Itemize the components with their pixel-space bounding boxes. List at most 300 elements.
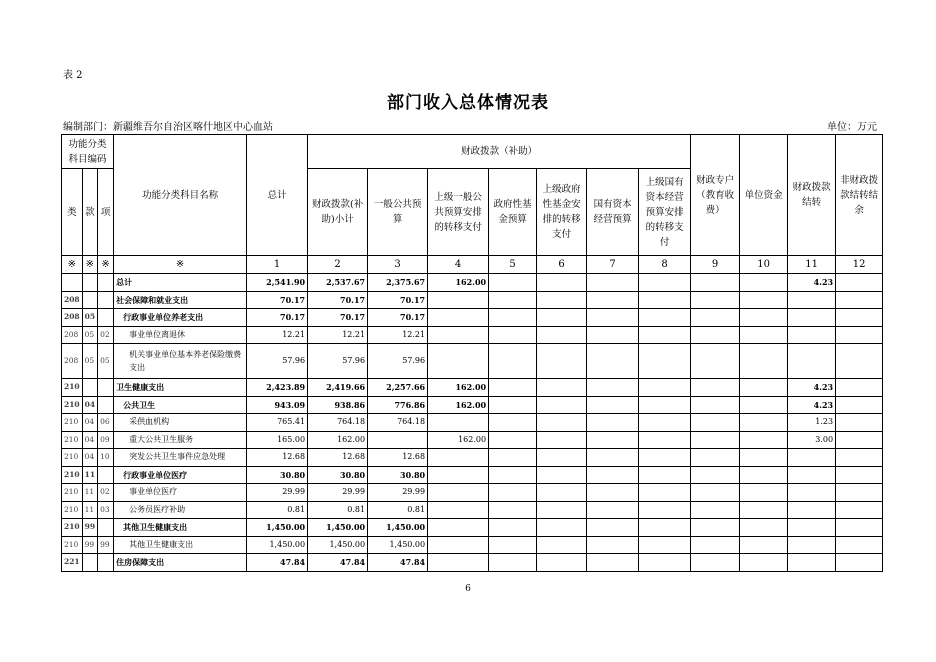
fiscal-carryover-cell <box>788 309 836 327</box>
upper-gov-fund-cell <box>537 379 587 397</box>
upper-gov-fund-cell <box>537 291 587 309</box>
total-cell: 165.00 <box>247 431 308 449</box>
fiscal-carryover-cell: 3.00 <box>788 431 836 449</box>
income-table <box>61 134 883 572</box>
upper-state-capital-cell <box>639 519 691 537</box>
item-name-cell: 事业单位医疗 <box>114 484 247 502</box>
upper-transfer-cell: 162.00 <box>428 379 489 397</box>
upper-state-capital-cell <box>639 484 691 502</box>
code-xiang-cell <box>98 309 114 327</box>
column-index-row <box>62 256 883 274</box>
upper-state-capital-cell <box>639 344 691 379</box>
fiscal-carryover-cell <box>788 466 836 484</box>
total-cell: 0.81 <box>247 501 308 519</box>
special-fund-cell <box>691 431 740 449</box>
department-label: 编制部门：新疆维吾尔自治区喀什地区中心血站 <box>63 122 273 133</box>
table-row <box>62 449 883 467</box>
gov-fund-cell <box>489 519 537 537</box>
code-kuan-cell: 11 <box>82 484 97 502</box>
table-label: 表 2 <box>63 70 83 81</box>
special-fund-cell <box>691 274 740 292</box>
state-capital-cell <box>587 326 639 344</box>
fiscal-carryover-cell <box>788 326 836 344</box>
code-lei-cell: 208 <box>62 344 83 379</box>
fiscal-subtotal-cell: 0.81 <box>308 501 368 519</box>
code-kuan-cell: 99 <box>82 519 97 537</box>
fiscal-subtotal-cell: 30.80 <box>308 466 368 484</box>
table-row <box>62 344 883 379</box>
table-row <box>62 501 883 519</box>
special-fund-cell <box>691 519 740 537</box>
code-kuan-cell: 05 <box>82 309 97 327</box>
upper-state-capital-cell <box>639 536 691 554</box>
special-fund-cell <box>691 291 740 309</box>
general-budget-cell: 70.17 <box>368 291 428 309</box>
upper-gov-fund-cell <box>537 326 587 344</box>
special-fund-cell <box>691 449 740 467</box>
fiscal-subtotal-cell: 938.86 <box>308 396 368 414</box>
general-budget-cell: 0.81 <box>368 501 428 519</box>
index-cell: 9 <box>691 256 740 274</box>
nonfiscal-carryover-cell <box>836 466 883 484</box>
code-xiang-cell <box>98 396 114 414</box>
fiscal-carryover-cell <box>788 484 836 502</box>
table-row <box>62 326 883 344</box>
code-lei-cell: 208 <box>62 291 83 309</box>
item-name-cell: 住房保障支出 <box>114 554 247 572</box>
state-capital-cell <box>587 519 639 537</box>
state-capital-cell <box>587 274 639 292</box>
upper-general-transfer-header: 上级一般公共预算安排的转移支付 <box>428 169 489 256</box>
kuan-header: 款 <box>82 169 97 256</box>
special-fund-cell <box>691 466 740 484</box>
code-kuan-cell: 04 <box>82 414 97 432</box>
fiscal-subtotal-cell: 162.00 <box>308 431 368 449</box>
code-xiang-cell: 05 <box>98 344 114 379</box>
code-lei-cell <box>62 274 83 292</box>
code-kuan-cell: 05 <box>82 326 97 344</box>
code-xiang-cell: 10 <box>98 449 114 467</box>
upper-state-capital-cell <box>639 326 691 344</box>
unit-fund-cell <box>740 379 788 397</box>
upper-transfer-cell <box>428 309 489 327</box>
xiang-header: 项 <box>98 169 114 256</box>
code-xiang-cell <box>98 379 114 397</box>
nonfiscal-carryover-cell <box>836 396 883 414</box>
nonfiscal-carryover-cell <box>836 291 883 309</box>
general-budget-cell: 1,450.00 <box>368 519 428 537</box>
fiscal-subtotal-cell: 47.84 <box>308 554 368 572</box>
gov-fund-cell <box>489 414 537 432</box>
gov-fund-cell <box>489 379 537 397</box>
index-cell: ※ <box>62 256 83 274</box>
table-row <box>62 431 883 449</box>
nonfiscal-carryover-cell <box>836 309 883 327</box>
upper-transfer-cell <box>428 291 489 309</box>
general-budget-cell: 1,450.00 <box>368 536 428 554</box>
code-xiang-cell: 02 <box>98 326 114 344</box>
code-kuan-cell: 05 <box>82 344 97 379</box>
upper-state-capital-cell <box>639 291 691 309</box>
fiscal-carryover-cell <box>788 501 836 519</box>
upper-state-capital-cell <box>639 554 691 572</box>
code-xiang-cell <box>98 274 114 292</box>
item-name-cell: 公共卫生 <box>114 396 247 414</box>
item-name-cell: 重大公共卫生服务 <box>114 431 247 449</box>
index-cell: 11 <box>788 256 836 274</box>
state-capital-cell <box>587 379 639 397</box>
upper-transfer-cell <box>428 449 489 467</box>
gov-fund-cell <box>489 536 537 554</box>
upper-state-capital-cell <box>639 414 691 432</box>
gov-fund-cell <box>489 396 537 414</box>
fiscal-carryover-cell: 4.23 <box>788 396 836 414</box>
upper-transfer-cell <box>428 536 489 554</box>
fiscal-carryover-cell <box>788 554 836 572</box>
general-budget-header: 一般公共预算 <box>368 169 428 256</box>
fiscal-carryover-cell: 1.23 <box>788 414 836 432</box>
special-fund-cell <box>691 379 740 397</box>
nonfiscal-carryover-cell <box>836 414 883 432</box>
special-fund-cell <box>691 396 740 414</box>
general-budget-cell: 29.99 <box>368 484 428 502</box>
code-lei-cell: 210 <box>62 501 83 519</box>
general-budget-cell: 70.17 <box>368 309 428 327</box>
item-name-cell: 公务员医疗补助 <box>114 501 247 519</box>
fiscal-subtotal-cell: 2,537.67 <box>308 274 368 292</box>
code-kuan-cell <box>82 554 97 572</box>
code-kuan-cell <box>82 274 97 292</box>
upper-transfer-cell: 162.00 <box>428 431 489 449</box>
code-xiang-cell <box>98 466 114 484</box>
code-xiang-cell <box>98 554 114 572</box>
state-capital-cell <box>587 501 639 519</box>
fiscal-carryover-cell <box>788 344 836 379</box>
unit-fund-cell <box>740 519 788 537</box>
total-cell: 943.09 <box>247 396 308 414</box>
index-cell: 7 <box>587 256 639 274</box>
gov-fund-cell <box>489 466 537 484</box>
nonfiscal-carryover-cell <box>836 431 883 449</box>
table-row <box>62 396 883 414</box>
code-xiang-cell: 06 <box>98 414 114 432</box>
table-row <box>62 519 883 537</box>
upper-transfer-cell: 162.00 <box>428 274 489 292</box>
nonfiscal-carryover-cell <box>836 449 883 467</box>
unit-fund-cell <box>740 309 788 327</box>
gov-fund-header: 政府性基金预算 <box>489 169 537 256</box>
code-lei-cell: 210 <box>62 536 83 554</box>
state-capital-cell <box>587 484 639 502</box>
upper-transfer-cell <box>428 501 489 519</box>
page-number: 6 <box>465 584 471 594</box>
code-lei-cell: 208 <box>62 309 83 327</box>
special-fund-cell <box>691 326 740 344</box>
gov-fund-cell <box>489 344 537 379</box>
upper-state-capital-cell <box>639 379 691 397</box>
general-budget-cell: 764.18 <box>368 414 428 432</box>
upper-transfer-cell <box>428 484 489 502</box>
code-lei-cell: 221 <box>62 554 83 572</box>
code-kuan-cell: 04 <box>82 431 97 449</box>
state-capital-cell <box>587 466 639 484</box>
fiscal-group-header: 财政拨款（补助） <box>308 135 691 169</box>
state-capital-cell <box>587 431 639 449</box>
gov-fund-cell <box>489 326 537 344</box>
table-row <box>62 554 883 572</box>
fiscal-subtotal-cell: 1,450.00 <box>308 536 368 554</box>
upper-gov-fund-cell <box>537 466 587 484</box>
total-cell: 12.68 <box>247 449 308 467</box>
upper-transfer-cell <box>428 414 489 432</box>
fiscal-carryover-header: 财政拨款结转 <box>788 135 836 256</box>
nonfiscal-carryover-cell <box>836 554 883 572</box>
unit-fund-cell <box>740 291 788 309</box>
total-cell: 2,423.89 <box>247 379 308 397</box>
state-capital-cell <box>587 309 639 327</box>
upper-gov-fund-cell <box>537 519 587 537</box>
upper-gov-fund-cell <box>537 554 587 572</box>
general-budget-cell: 776.86 <box>368 396 428 414</box>
nonfiscal-carryover-header: 非财政拨款结转结余 <box>836 135 883 256</box>
gov-fund-cell <box>489 449 537 467</box>
gov-fund-cell <box>489 291 537 309</box>
fiscal-carryover-cell <box>788 291 836 309</box>
code-lei-cell: 210 <box>62 431 83 449</box>
general-budget-cell: 57.96 <box>368 344 428 379</box>
fiscal-carryover-cell: 4.23 <box>788 274 836 292</box>
nonfiscal-carryover-cell <box>836 274 883 292</box>
fiscal-subtotal-cell: 70.17 <box>308 309 368 327</box>
upper-gov-fund-cell <box>537 449 587 467</box>
code-xiang-cell: 03 <box>98 501 114 519</box>
code-xiang-cell: 09 <box>98 431 114 449</box>
upper-transfer-cell: 162.00 <box>428 396 489 414</box>
total-cell: 29.99 <box>247 484 308 502</box>
code-lei-cell: 210 <box>62 379 83 397</box>
unit-fund-cell <box>740 326 788 344</box>
index-cell: 10 <box>740 256 788 274</box>
unit-fund-cell <box>740 344 788 379</box>
item-name-cell: 其他卫生健康支出 <box>114 519 247 537</box>
code-kuan-cell <box>82 379 97 397</box>
upper-gov-fund-transfer-header: 上级政府性基金安排的转移支付 <box>537 169 587 256</box>
upper-gov-fund-cell <box>537 414 587 432</box>
table-row <box>62 379 883 397</box>
table-row <box>62 536 883 554</box>
code-xiang-cell <box>98 291 114 309</box>
upper-transfer-cell <box>428 344 489 379</box>
code-kuan-cell: 04 <box>82 396 97 414</box>
code-kuan-cell: 11 <box>82 466 97 484</box>
gov-fund-cell <box>489 274 537 292</box>
total-cell: 2,541.90 <box>247 274 308 292</box>
unit-fund-cell <box>740 501 788 519</box>
unit-fund-cell <box>740 449 788 467</box>
total-cell: 57.96 <box>247 344 308 379</box>
index-cell: 5 <box>489 256 537 274</box>
special-fund-cell <box>691 554 740 572</box>
index-cell: 6 <box>537 256 587 274</box>
total-cell: 70.17 <box>247 309 308 327</box>
code-lei-cell: 208 <box>62 326 83 344</box>
upper-gov-fund-cell <box>537 431 587 449</box>
code-xiang-cell: 99 <box>98 536 114 554</box>
upper-state-capital-transfer-header: 上级国有资本经营预算安排的转移支付 <box>639 169 691 256</box>
upper-gov-fund-cell <box>537 484 587 502</box>
code-xiang-cell: 02 <box>98 484 114 502</box>
table-row <box>62 274 883 292</box>
item-name-cell: 行政事业单位养老支出 <box>114 309 247 327</box>
table-row <box>62 466 883 484</box>
index-cell: ※ <box>98 256 114 274</box>
item-name-cell: 事业单位离退休 <box>114 326 247 344</box>
gov-fund-cell <box>489 431 537 449</box>
state-capital-cell <box>587 414 639 432</box>
general-budget-cell: 47.84 <box>368 554 428 572</box>
fiscal-subtotal-cell: 12.68 <box>308 449 368 467</box>
nonfiscal-carryover-cell <box>836 484 883 502</box>
fiscal-subtotal-cell: 70.17 <box>308 291 368 309</box>
total-cell: 30.80 <box>247 466 308 484</box>
fiscal-subtotal-header: 财政拨款(补助)小计 <box>308 169 368 256</box>
index-cell: 8 <box>639 256 691 274</box>
state-capital-cell <box>587 536 639 554</box>
upper-state-capital-cell <box>639 431 691 449</box>
item-name-cell: 卫生健康支出 <box>114 379 247 397</box>
general-budget-cell: 2,375.67 <box>368 274 428 292</box>
special-fund-cell <box>691 309 740 327</box>
state-capital-cell <box>587 449 639 467</box>
general-budget-cell: 12.21 <box>368 326 428 344</box>
item-name-cell: 行政事业单位医疗 <box>114 466 247 484</box>
fiscal-carryover-cell <box>788 449 836 467</box>
upper-state-capital-cell <box>639 466 691 484</box>
state-capital-cell <box>587 554 639 572</box>
state-capital-cell <box>587 344 639 379</box>
gov-fund-cell <box>489 309 537 327</box>
nonfiscal-carryover-cell <box>836 501 883 519</box>
upper-state-capital-cell <box>639 274 691 292</box>
upper-state-capital-cell <box>639 396 691 414</box>
total-cell: 12.21 <box>247 326 308 344</box>
upper-state-capital-cell <box>639 501 691 519</box>
upper-transfer-cell <box>428 554 489 572</box>
item-name-cell: 机关事业单位基本养老保险缴费支出 <box>114 344 247 379</box>
unit-fund-cell <box>740 274 788 292</box>
upper-state-capital-cell <box>639 309 691 327</box>
unit-fund-cell <box>740 431 788 449</box>
special-fund-cell <box>691 484 740 502</box>
general-budget-cell: 30.80 <box>368 466 428 484</box>
general-budget-cell <box>368 431 428 449</box>
upper-transfer-cell <box>428 326 489 344</box>
item-name-cell: 突发公共卫生事件应急处理 <box>114 449 247 467</box>
unit-fund-cell <box>740 536 788 554</box>
code-lei-cell: 210 <box>62 414 83 432</box>
total-cell: 1,450.00 <box>247 519 308 537</box>
fiscal-subtotal-cell: 1,450.00 <box>308 519 368 537</box>
upper-gov-fund-cell <box>537 501 587 519</box>
upper-gov-fund-cell <box>537 396 587 414</box>
table-row <box>62 414 883 432</box>
code-lei-cell: 210 <box>62 449 83 467</box>
upper-gov-fund-cell <box>537 344 587 379</box>
index-cell: ※ <box>82 256 97 274</box>
upper-transfer-cell <box>428 466 489 484</box>
special-fund-cell <box>691 536 740 554</box>
index-cell: 3 <box>368 256 428 274</box>
code-xiang-cell <box>98 519 114 537</box>
upper-state-capital-cell <box>639 449 691 467</box>
index-cell: 1 <box>247 256 308 274</box>
fiscal-subtotal-cell: 764.18 <box>308 414 368 432</box>
index-cell: 4 <box>428 256 489 274</box>
code-kuan-cell <box>82 291 97 309</box>
fiscal-carryover-cell: 4.23 <box>788 379 836 397</box>
unit-fund-cell <box>740 554 788 572</box>
item-name-cell: 社会保障和就业支出 <box>114 291 247 309</box>
nonfiscal-carryover-cell <box>836 519 883 537</box>
unit-fund-cell <box>740 466 788 484</box>
fiscal-subtotal-cell: 2,419.66 <box>308 379 368 397</box>
general-budget-cell: 12.68 <box>368 449 428 467</box>
nonfiscal-carryover-cell <box>836 344 883 379</box>
name-header: 功能分类科目名称 <box>114 135 247 256</box>
total-cell: 765.41 <box>247 414 308 432</box>
total-cell: 47.84 <box>247 554 308 572</box>
code-kuan-cell: 99 <box>82 536 97 554</box>
unit-fund-cell <box>740 396 788 414</box>
total-cell: 1,450.00 <box>247 536 308 554</box>
code-group-header: 功能分类科目编码 <box>62 135 114 169</box>
item-name-cell: 采供血机构 <box>114 414 247 432</box>
code-lei-cell: 210 <box>62 466 83 484</box>
gov-fund-cell <box>489 554 537 572</box>
nonfiscal-carryover-cell <box>836 536 883 554</box>
special-fund-cell <box>691 414 740 432</box>
fiscal-carryover-cell <box>788 536 836 554</box>
state-capital-header: 国有资本经营预算 <box>587 169 639 256</box>
unit-fund-cell <box>740 484 788 502</box>
code-lei-cell: 210 <box>62 519 83 537</box>
upper-gov-fund-cell <box>537 536 587 554</box>
nonfiscal-carryover-cell <box>836 326 883 344</box>
fiscal-subtotal-cell: 12.21 <box>308 326 368 344</box>
table-row <box>62 291 883 309</box>
item-name-cell: 总计 <box>114 274 247 292</box>
upper-gov-fund-cell <box>537 309 587 327</box>
fiscal-subtotal-cell: 57.96 <box>308 344 368 379</box>
unit-fund-header: 单位资金 <box>740 135 788 256</box>
fiscal-subtotal-cell: 29.99 <box>308 484 368 502</box>
fiscal-carryover-cell <box>788 519 836 537</box>
special-fund-cell <box>691 344 740 379</box>
table-row <box>62 309 883 327</box>
page-title: 部门收入总体情况表 <box>387 93 549 113</box>
nonfiscal-carryover-cell <box>836 379 883 397</box>
unit-label: 单位：万元 <box>827 122 877 133</box>
code-kuan-cell: 11 <box>82 501 97 519</box>
state-capital-cell <box>587 291 639 309</box>
index-cell: ※ <box>114 256 247 274</box>
upper-gov-fund-cell <box>537 274 587 292</box>
lei-header: 类 <box>62 169 83 256</box>
code-lei-cell: 210 <box>62 396 83 414</box>
general-budget-cell: 2,257.66 <box>368 379 428 397</box>
unit-fund-cell <box>740 414 788 432</box>
upper-transfer-cell <box>428 519 489 537</box>
